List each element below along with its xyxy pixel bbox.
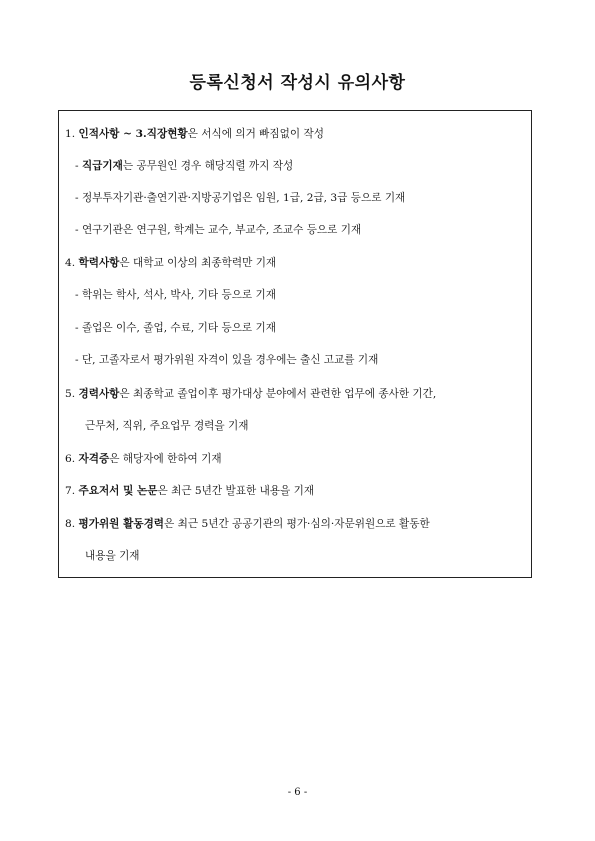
list-item: 근무처, 직위, 주요업무 경력을 기재 — [85, 420, 249, 432]
page-number: - 6 - — [287, 787, 308, 798]
list-item: 8. 평가위원 활동경력은 최근 5년간 공공기관의 평가·심의·자문위원으로 활동한 — [65, 518, 430, 530]
page-title: 등록신청서 작성시 유의사항 — [189, 73, 406, 93]
list-item: - 정부투자기관·출연기관·지방공기업은 임원, 1급, 2급, 3급 등으로 기재 — [75, 192, 406, 204]
list-item: 1. 인적사항 ~ 3.직장현황은 서식에 의거 빠짐없이 작성 — [65, 128, 324, 140]
list-item: - 단, 고졸자로서 평가위원 자격이 있을 경우에는 출신 고교를 기재 — [75, 354, 379, 366]
list-item: - 학위는 학사, 석사, 박사, 기타 등으로 기재 — [75, 289, 276, 301]
list-item: 4. 학력사항은 대학교 이상의 최종학력만 기재 — [65, 257, 277, 269]
list-item: - 연구기관은 연구원, 학계는 교수, 부교수, 조교수 등으로 기재 — [75, 224, 362, 236]
list-item: 5. 경력사항은 최종학교 졸업이후 평가대상 분야에서 관련한 업무에 종사한 기간, — [65, 388, 437, 400]
list-item: 7. 주요저서 및 논문은 최근 5년간 발표한 내용을 기재 — [65, 485, 315, 497]
notice-box — [58, 110, 532, 578]
list-item: 6. 자격증은 해당자에 한하여 기재 — [65, 453, 222, 465]
list-item: - 졸업은 이수, 졸업, 수료, 기타 등으로 기재 — [75, 322, 276, 334]
list-item: 내용을 기재 — [85, 550, 140, 562]
list-item: - 직급기재는 공무원인 경우 해당직렬 까지 작성 — [75, 160, 294, 172]
